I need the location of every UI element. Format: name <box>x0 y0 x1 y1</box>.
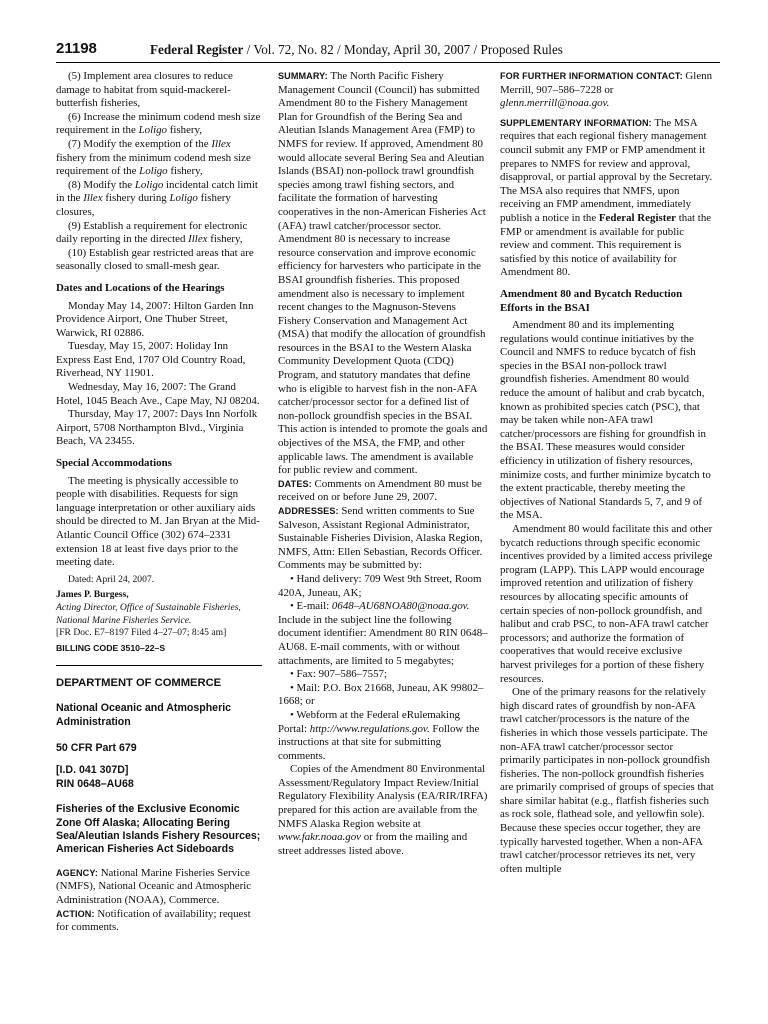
rule-title: Fisheries of the Exclusive Economic Zone Off Alaska; Allocating Bering Sea/Aleutian Islands Fishery Resources; American Fisheries Act Sideboards <box>56 803 261 856</box>
hearing-entry: Wednesday, May 16, 2007: The Grand Hotel, 1045 Beach Ave., Cape May, NJ 08204. <box>56 381 260 407</box>
summary-paragraph: SUMMARY: The North Pacific Fishery Management Council (Council) has submitted Amendment 80 to the Fishery Management Plan for Groundfish of the Bering Sea and Aleutian Islands Management Area (FMP) to NMFS for review. If approved, Amendment 80 would allocate several Bering Sea and Aleutian Islands (BSAI) non-pollock trawl groundfish species among trawl fishing sectors, and facilitate the formation of harvesting cooperatives in the non-American Fisheries Act (AFA) trawl catcher/processor sector. Amendment 80 is necessary to increase resource conservation and improve economic efficiency for harvesters who participate in the BSAI groundfish fisheries. This proposed amendment also is necessary to implement recent changes to the Magnuson-Stevens Fishery Conservation and Management Act (MSA) that modify the allocation of groundfish resources in the BSAI to the Western Alaska Community Development Quota (CDQ) Program, and statutory mandates that define who is eligible to harvest fish in the non-AFA catcher/processor sector for a defined list of non-pollock groundfish species in the BSAI. This action is intended to promote the goals and objectives of the MSA, the FMP, and other applicable laws. The amendment is available for public review and comment. <box>278 70 488 477</box>
section-heading-hearings: Dates and Locations of the Hearings <box>56 281 225 294</box>
email-link[interactable]: 0648–AU68NOA80@noaa.gov. <box>331 600 470 613</box>
website-link[interactable]: www.fakr.noaa.gov <box>278 831 361 844</box>
cfr-block <box>56 741 262 791</box>
column-3 <box>500 70 716 876</box>
billing-code: BILLING CODE 3510–22–S <box>56 642 166 653</box>
body-paragraph: Amendment 80 would facilitate this and other bycatch reductions through specific economic incentives provided by a limited access privilege program (LAPP). This LAPP would encourage improved retention and utilization of fishery resources by allocating specific amounts of certain species of non-pollock groundfish, and halibut and crab PSC, to non-AFA trawl catcher processors; and authorize the formation of cooperatives that would receive exclusive harvest privileges for a portion of these fishery resources. <box>500 523 713 685</box>
addresses-paragraph: ADDRESSES: Send written comments to Sue Salveson, Assistant Regional Administrator, Sustainable Fisheries Division, Alaska Region, NMFS, Attn: Ellen Sebastian, Records Officer. Comments may be submitted by: <box>278 505 483 572</box>
contact-email-link[interactable]: glenn.merrill@noaa.gov. <box>500 97 610 110</box>
bullet-mail: • Mail: P.O. Box 21668, Juneau, AK 99802–1668; or <box>278 681 484 708</box>
agency-name: National Oceanic and Atmospheric Administration <box>56 702 232 728</box>
list-item: (7) Modify the exemption of the Illex fishery from the minimum codend mesh size requirement of the Loligo fishery, <box>56 137 251 178</box>
copies-paragraph: Copies of the Amendment 80 Environmental Assessment/Regulatory Impact Review/Initial Regulatory Flexibility Analysis (EA/RIR/IRFA) prepared for this action are available from the NMFS Alaska Region website at www.fakr.noaa.gov or from the mailing and street addresses listed above. <box>278 763 488 857</box>
supplementary-paragraph: SUPPLEMENTARY INFORMATION: The MSA requires that each regional fishery management council submit any FMP or FMP amendment it prepares to NMFS for review and approval, disapproval, or partial approval by the Secretary. The MSA also requires that NMFS, upon receiving an FMP amendment, immediately publish a notice in the Federal Register that the FMP or amendment is available for public review and comment. This requirement is satisfied by this notice of availability for Amendment 80. <box>500 116 713 279</box>
page-header <box>56 40 720 60</box>
contact-paragraph: FOR FURTHER INFORMATION CONTACT: Glenn Merrill, 907–586–7228 or glenn.merrill@noaa.gov. <box>500 70 713 110</box>
body-paragraph: One of the primary reasons for the relatively high discard rates of groundfish by non-AFA trawl catcher/processors is the nature of the fisheries in which those vessels participate. The non-AFA trawl catcher/processor sector primarily participates in non-pollock groundfish fisheries. The non-pollock groundfish fisheries are primarily comprised of groups of species that share similar habitat (e.g., flatfish fisheries such as rock sole, flathead sole, and yellowfin sole). Because these species occur together, they are typically harvested together. When a non-AFA trawl catcher/processor retrieves its net, very often multiple <box>500 686 714 875</box>
signer-title: Acting Director, Office of Sustainable Fisheries, National Marine Fisheries Service. <box>56 601 241 626</box>
regulations-link[interactable]: http://www.regulations.gov. <box>309 722 430 735</box>
bullet-email: • E-mail: 0648–AU68NOA80@noaa.gov. Include in the subject line the following document identifier: Amendment 80 RIN 0648–AU68. E-mail comments, with or without attachments, are limited to 5 megabytes; <box>278 600 488 667</box>
bullet-fax: • Fax: 907–586–7557; <box>290 668 387 681</box>
body-paragraph: Amendment 80 and its implementing regulations would continue initiatives by the Council and NMFS to reduce bycatch of fish species in the BSAI non-pollock trawl groundfish fisheries. Amendment 80 would reduce the amount of halibut and crab bycatch, known as prohibited species catch (PSC), that may be taken while non-AFA trawl catcher/processors are fishing for groundfish in the BSAI. These measures would consider efficiency in utilization of fishery resources, minimize costs, and further minimize bycatch to the extent practicable, thereby meeting the objectives of National Standards 5, 7, and 9 of the MSA. <box>500 319 711 522</box>
section-heading-accommodations: Special Accommodations <box>56 457 172 470</box>
signature-block <box>56 574 262 640</box>
hearing-entry: Thursday, May 17, 2007: Days Inn Norfolk Airport, 5708 Northampton Blvd., Virginia Beach, VA 23455. <box>56 408 258 448</box>
department-name: DEPARTMENT OF COMMERCE <box>56 677 222 690</box>
bullet-hand-delivery: • Hand delivery: 709 West 9th Street, Room 420A, Juneau, AK; <box>278 572 482 599</box>
list-item: (10) Establish gear restricted areas that are seasonally closed to small-mesh gear. <box>56 246 254 273</box>
header-rule <box>56 62 720 63</box>
dated-line: Dated: April 24, 2007. <box>68 573 155 585</box>
journal-name: Federal Register <box>150 42 244 57</box>
list-item: (6) Increase the minimum codend mesh size requirement in the Loligo fishery, <box>56 110 261 137</box>
column-2 <box>278 70 488 858</box>
page-number: 21198 <box>56 40 97 57</box>
section-divider <box>56 665 262 666</box>
accommodations-text: The meeting is physically accessible to people with disabilities. Requests for sign language interpretation or other auxiliary aids should be directed to M. Jan Bryan at the Mid-Atlantic Council Office (302) 674–2331 extension 18 at least five days prior to the meeting date. <box>56 474 260 569</box>
hearing-entry: Tuesday, May 15, 2007: Holiday Inn Express East End, 1707 Old Country Road, Riverhead, NY 11901. <box>56 340 246 380</box>
cfr-part: 50 CFR Part 679 <box>56 742 137 755</box>
rin-number: RIN 0648–AU68 <box>56 778 134 791</box>
agency-paragraph: AGENCY: National Marine Fisheries Service (NMFS), National Oceanic and Atmospheric Administration (NOAA), Commerce. <box>56 866 252 906</box>
fr-doc-line: [FR Doc. E7–8197 Filed 4–27–07; 8:45 am] <box>56 627 227 639</box>
column-1 <box>56 70 262 935</box>
document-id: [I.D. 041 307D] <box>56 764 129 777</box>
section-heading-bycatch: Amendment 80 and Bycatch Reduction Efforts in the BSAI <box>500 287 683 314</box>
running-head <box>150 41 563 59</box>
action-paragraph: ACTION: Notification of availability; request for comments. <box>56 907 251 934</box>
list-item: (8) Modify the Loligo incidental catch limit in the Illex fishery during Loligo fishery closures, <box>56 178 258 218</box>
hearing-entry: Monday May 14, 2007: Hilton Garden Inn Providence Airport, One Thuber Street, Warwick, RI 02886. <box>56 299 254 339</box>
issue-info: / Vol. 72, No. 82 / Monday, April 30, 2007 / Proposed Rules <box>243 42 563 57</box>
list-item: (5) Implement area closures to reduce damage to habitat from squid-mackerel-butterfish fisheries, <box>56 70 233 110</box>
bullet-webform: • Webform at the Federal eRulemaking Portal: http://www.regulations.gov. Follow the instructions at that site for submitting comments. <box>278 708 480 762</box>
signer-name: James P. Burgess, <box>56 589 129 601</box>
list-item: (9) Establish a requirement for electronic daily reporting in the directed Illex fishery, <box>56 219 248 246</box>
dates-paragraph: DATES: Comments on Amendment 80 must be received on or before June 29, 2007. <box>278 477 482 504</box>
